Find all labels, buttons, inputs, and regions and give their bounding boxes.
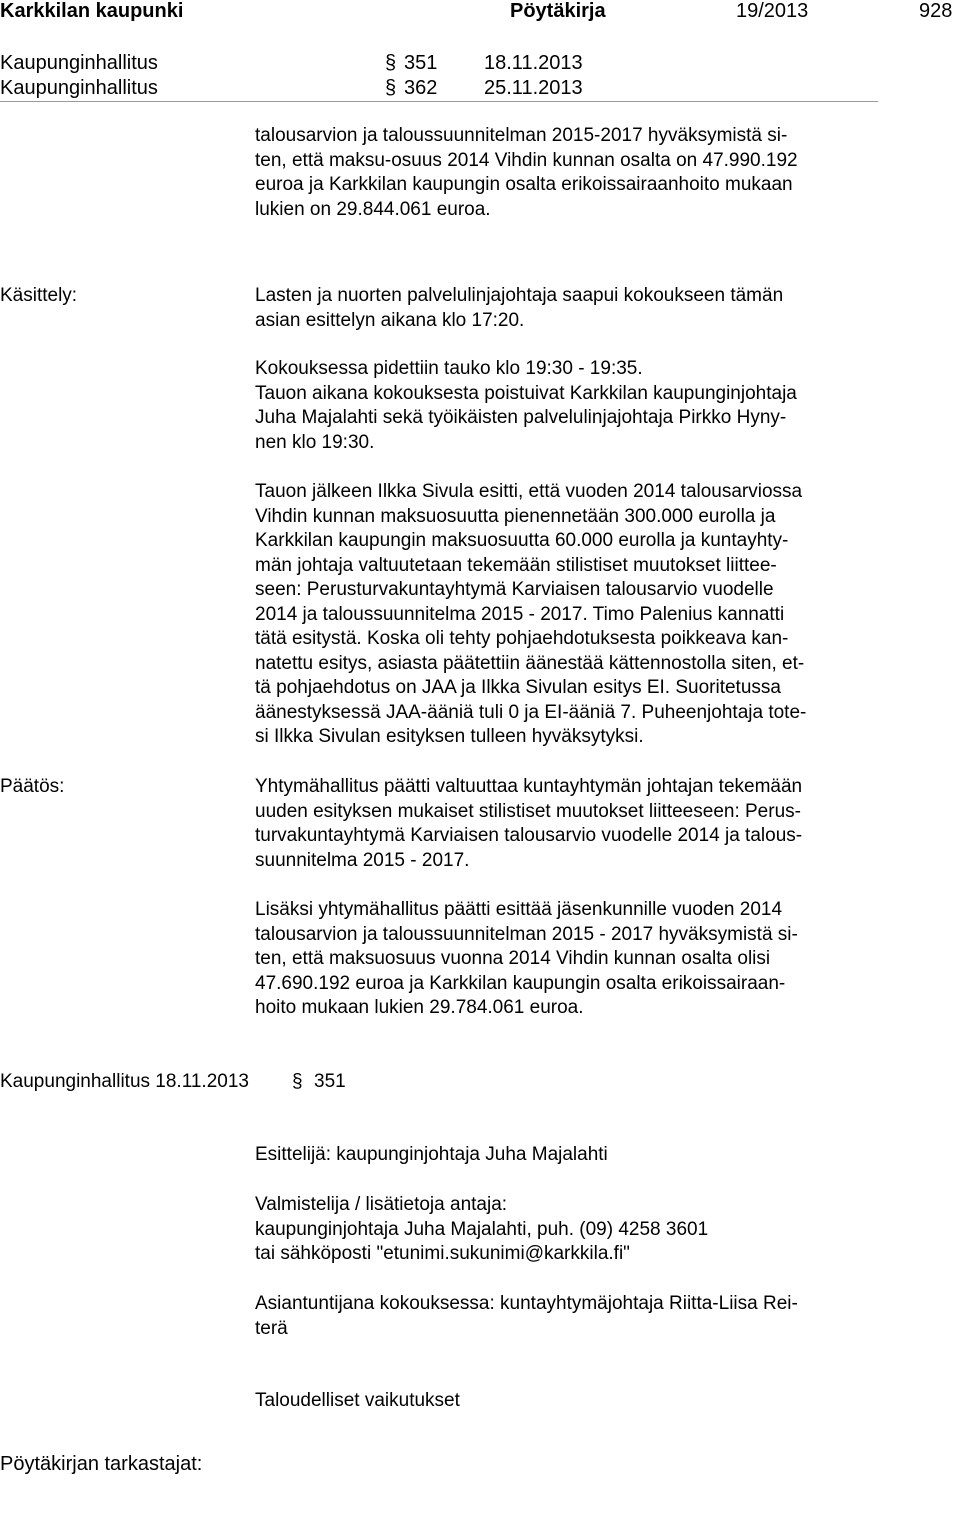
page-number: 928 — [919, 0, 953, 22]
kasittely-line: si Ilkka Sivulan esityksen tulleen hyväksytyksi. — [255, 726, 644, 747]
section-mark-2: § — [385, 77, 397, 99]
kasittely-line: tätä esitystä. Koska oli tehty pohjaehdotuksesta poikkeava kan- — [255, 628, 789, 649]
paatos-line: turvakuntayhtymä Karviaisen talousarvio vuodelle 2014 ja talous- — [255, 825, 803, 846]
kasittely-paragraph-3 — [255, 480, 806, 750]
intro-line: lukien on 29.844.061 euroa. — [255, 198, 491, 220]
kasittely-label: Käsittely: — [0, 285, 78, 306]
paatos-line: talousarvion ja taloussuunnitelman 2015 - 2017 hyväksymistä si- — [255, 923, 798, 945]
paatos-line: suunnitelma 2015 - 2017. — [255, 849, 470, 871]
municipality-name: Karkkilan kaupunki — [0, 0, 184, 22]
section-mark-1: § — [385, 52, 397, 74]
paatos-label: Päätös: — [0, 776, 65, 797]
valmistelija-line: kaupunginjohtaja Juha Majalahti, puh. (09) 4258 3601 — [255, 1218, 709, 1240]
intro-line: ten, että maksu-osuus 2014 Vihdin kunnan osalta on 47.990.192 — [255, 149, 798, 171]
reference-body-1: Kaupunginhallitus — [0, 52, 158, 74]
taloudelliset-vaikutukset — [255, 1389, 460, 1414]
paatos-paragraph-2 — [255, 898, 798, 1021]
section-reference-body-date: Kaupunginhallitus 18.11.2013 — [0, 1071, 249, 1092]
asiantuntija-block — [255, 1292, 798, 1341]
kasittely-line: äänestyksessä JAA-ääniä tuli 0 ja EI-ääniä 7. Puheenjohtaja tote- — [255, 701, 807, 723]
paatos-line: Lisäksi yhtymähallitus päätti esittää jäsenkunnille vuoden 2014 — [255, 899, 783, 920]
intro-paragraph — [255, 124, 798, 222]
kasittely-line: nen klo 19:30. — [255, 431, 375, 453]
section-reference-mark: § — [292, 1071, 303, 1092]
kasittely-line: Kokouksessa pidettiin tauko klo 19:30 - 19:35. — [255, 358, 643, 379]
reference-body-2: Kaupunginhallitus — [0, 77, 158, 99]
header-divider — [0, 101, 878, 102]
kasittely-line: tä pohjaehdotus on JAA ja Ilkka Sivulan esitys EI. Suoritetussa — [255, 677, 781, 698]
section-reference-number: 351 — [314, 1071, 346, 1092]
asiantuntija-line: terä — [255, 1317, 288, 1339]
intro-line: talousarvion ja taloussuunnitelman 2015-2017 hyväksymistä si- — [255, 125, 788, 146]
kasittely-line: seen: Perusturvakuntayhtymä Karviaisen talousarvio vuodelle — [255, 579, 774, 600]
kasittely-paragraph-1 — [255, 284, 783, 333]
kasittely-line: Tauon jälkeen Ilkka Sivula esitti, että vuoden 2014 talousarviossa — [255, 481, 803, 502]
valmistelija-line: tai sähköposti "etunimi.sukunimi@karkkila.fi" — [255, 1243, 630, 1264]
paatos-paragraph-1 — [255, 775, 802, 873]
paatos-line: 47.690.192 euroa ja Karkkilan kaupungin osalta erikoissairaan- — [255, 972, 786, 994]
kasittely-line: Tauon aikana kokouksesta poistuivat Karkkilan kaupunginjohtaja — [255, 382, 797, 404]
taloudelliset-line: Taloudelliset vaikutukset — [255, 1390, 460, 1411]
kasittely-line: natettu esitys, asiasta päätettiin äänestää kättennostolla siten, et- — [255, 652, 805, 674]
paatos-line: Yhtymähallitus päätti valtuuttaa kuntayhtymän johtajan tekemään — [255, 776, 803, 797]
paatos-line: ten, että maksuosuus vuonna 2014 Vihdin kunnan osalta olisi — [255, 948, 771, 969]
valmistelija-line: Valmistelija / lisätietoja antaja: — [255, 1194, 508, 1215]
kasittely-line: Karkkilan kaupungin maksuosuutta 60.000 eurolla ja kuntayhty- — [255, 530, 789, 551]
document-type: Pöytäkirja — [510, 0, 606, 22]
paatos-line: uuden esityksen mukaiset stilistiset muutokset liitteeseen: Perus- — [255, 800, 801, 822]
kasittely-line: Juha Majalahti sekä työikäisten palvelulinjajohtaja Pirkko Hyny- — [255, 407, 787, 428]
kasittely-line: 2014 ja taloussuunnitelma 2015 - 2017. Timo Palenius kannatti — [255, 603, 785, 625]
document-number: 19/2013 — [736, 0, 809, 22]
asiantuntija-line: Asiantuntijana kokouksessa: kuntayhtymäjohtaja Riitta-Liisa Rei- — [255, 1293, 798, 1314]
kasittely-paragraph-2 — [255, 357, 797, 455]
esittelija — [255, 1143, 608, 1168]
esittelija-line: Esittelijä: kaupunginjohtaja Juha Majalahti — [255, 1144, 608, 1165]
kasittely-line: asian esittelyn aikana klo 17:20. — [255, 309, 525, 331]
poytakirjan-tarkastajat-label: Pöytäkirjan tarkastajat: — [0, 1453, 203, 1475]
reference-number-1: 351 — [404, 52, 438, 74]
paatos-line: hoito mukaan lukien 29.784.061 euroa. — [255, 997, 584, 1018]
kasittely-line: Vihdin kunnan maksuosuutta pienennetään 300.000 eurolla ja — [255, 505, 776, 527]
reference-date-2: 25.11.2013 — [484, 77, 583, 99]
valmistelija-block — [255, 1193, 708, 1267]
kasittely-line: män johtaja valtuutetaan tekemään stilistiset muutokset liittee- — [255, 554, 777, 576]
intro-line: euroa ja Karkkilan kaupungin osalta erikoissairaanhoito mukaan — [255, 174, 793, 195]
reference-date-1: 18.11.2013 — [484, 52, 583, 74]
kasittely-line: Lasten ja nuorten palvelulinjajohtaja saapui kokoukseen tämän — [255, 285, 784, 306]
reference-number-2: 362 — [404, 77, 438, 99]
